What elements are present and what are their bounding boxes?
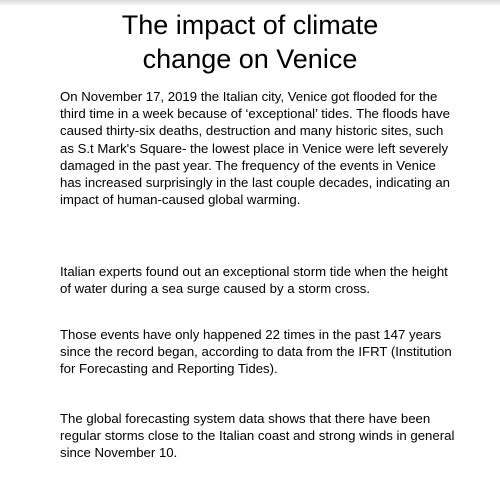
paragraph-forecast-data: The global forecasting system data shows that there have been regular storms close to the Italian coast and strong winds in general since November 10. (60, 411, 455, 461)
article-title (60, 8, 440, 76)
article-title-line-2: change on Venice (142, 44, 358, 74)
paragraph-flood-report: On November 17, 2019 the Italian city, Venice got flooded for the third time in a week because of ‘exceptional’ tides. The floods have caused thirty-six deaths, destruction and many historic sites, such as S.t Mark's Square- the lowest place in Venice were left severely damaged in the past year. The frequency of the events in Venice has increased surprisingly in the last couple decades, indicating an impact of human-caused global warming. (60, 89, 450, 208)
paragraph-storm-tide: Italian experts found out an exceptional storm tide when the height of water during a sea surge caused by a storm cross. (60, 264, 448, 297)
top-edge-shadow (0, 0, 500, 6)
article-title-line-1: The impact of climate (121, 10, 379, 40)
paragraph-historic-record: Those events have only happened 22 times in the past 147 years since the record began, according to data from the IFRT (Institution for Forecasting and Reporting Tides). (60, 327, 452, 377)
